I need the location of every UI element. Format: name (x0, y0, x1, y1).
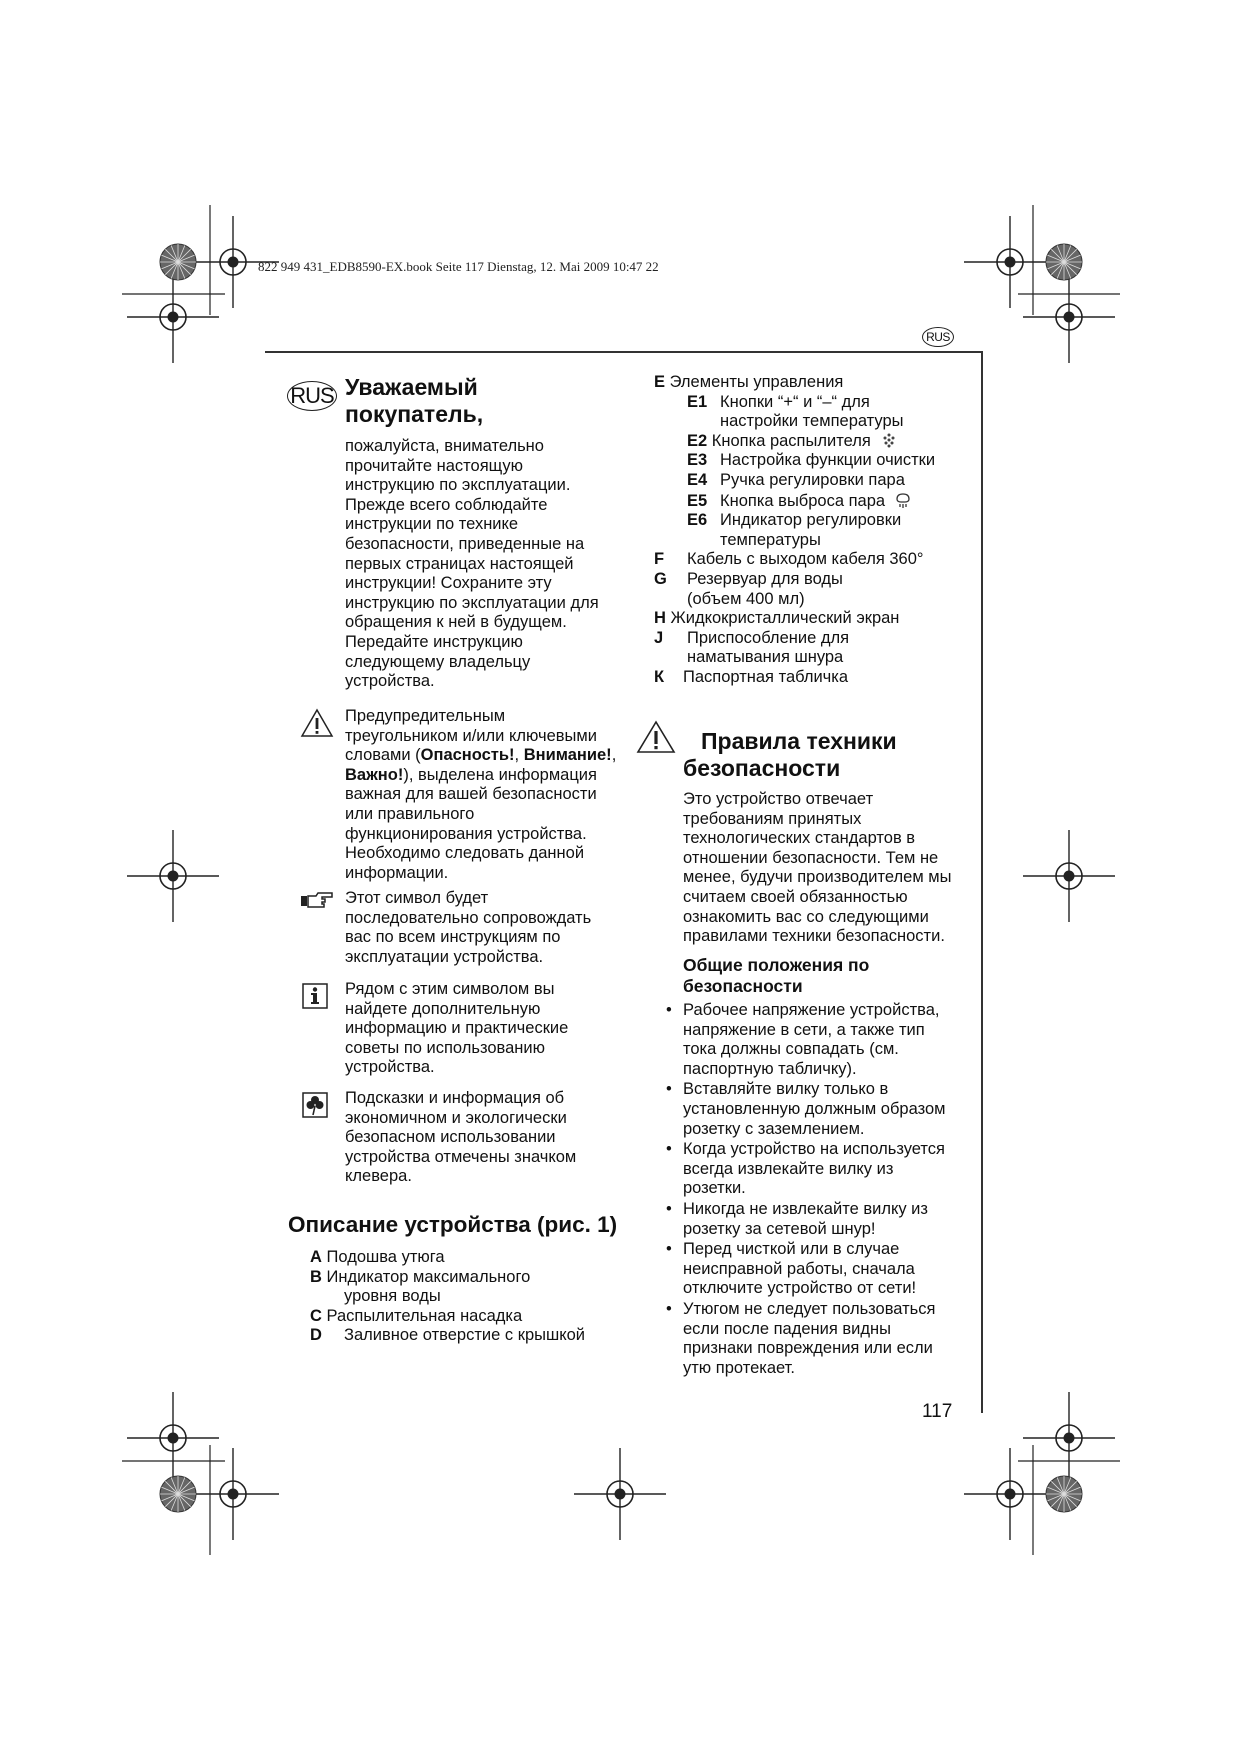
list-item: • Рабочее напряжение устройства, напряжение в сети, а также тип тока должны совпадать (см. паспортную табличку). (664, 1001, 982, 1079)
list-item: • Никогда не извлекайте вилку из розетку за сетевой шнур! (664, 1200, 982, 1239)
list-item: • Вставляйте вилку только в установленную должным образом розетку с заземлением. (664, 1080, 982, 1139)
list-item-cont: настройки температуры (720, 412, 904, 431)
info-note: Рядом с этим символом вы найдете дополнительную информацию и практические советы по использованию устройства. (345, 980, 569, 1077)
pointing-hand-icon (300, 890, 334, 910)
warning-triangle-icon (636, 720, 676, 754)
safety-title-line: безопасности (683, 755, 841, 781)
registration-mark (127, 271, 219, 363)
top-rule (265, 351, 982, 353)
steam-burst-icon (894, 491, 912, 509)
list-item: E4 Ручка регулировки пара (687, 470, 905, 489)
list-item: H Жидкокристаллический экран (654, 609, 900, 628)
list-item: E1 Кнопки “+“ и “–“ для (687, 392, 870, 411)
general-safety-heading: Общие положения по безопасности (683, 955, 870, 996)
registration-mark (964, 1448, 1056, 1540)
list-item: A Подошва утюга (310, 1248, 445, 1266)
registration-mark (1023, 271, 1115, 363)
warning-triangle-icon (300, 708, 334, 738)
safety-bullets (664, 1001, 982, 1379)
info-icon (302, 983, 328, 1009)
greeting-title-line: Уважаемый (345, 374, 478, 400)
list-item: • Перед чисткой или в случае неисправной работы, сначала отключите устройство от сети! (664, 1240, 982, 1299)
list-item-cont: температуры (720, 530, 821, 549)
list-item: К Паспортная табличка (654, 667, 849, 686)
list-item: E6 Индикатор регулировки (687, 511, 902, 530)
intro-paragraph: пожалуйста, внимательно прочитайте настоящую инструкцию по эксплуатации. Прежде всего соблюдайте инструкции по технике безопасности, приведенные на первых страницах настоящей инструкции! Сохраните эту инструкцию по эксплуатации для обращения к ней в будущем. Передайте инструкцию следующему владельцу устройства. (345, 437, 599, 691)
list-item: C Распылительная насадка (310, 1306, 523, 1325)
controls-list (654, 373, 974, 688)
hand-symbol-note: Этот символ будет последовательно сопровождать вас по всем инструкциям по эксплуатации устройства. (345, 889, 592, 966)
eco-note: Подсказки и информация об экономичном и экологически безопасном использовании устройства отмечены значком клевера. (345, 1089, 577, 1186)
list-item: J Приспособление для (654, 628, 850, 647)
list-item: D Заливное отверстие с крышкой (310, 1326, 586, 1345)
list-item: G Резервуар для воды (654, 569, 843, 588)
list-item: • Когда устройство на используется всегда извлекайте вилку из розетки. (664, 1140, 982, 1199)
safety-intro: Это устройство отвечает требованиям принятых технологических стандартов в отношении безопасности. Тем не менее, будучи производителем мы считаем своей обязанностью ознакомить вас со следующими правилами техники безопасности. (683, 790, 952, 946)
registration-mark (187, 1448, 279, 1540)
color-target-mark (160, 1476, 196, 1512)
warning-note: Предупредительным треугольником и/или ключевыми словами (Опасность!, Внимание!, Важно!), выделена информация важная для вашей безопасности или правильного функционирования устройства. Необходимо следовать данной информации. (345, 707, 617, 882)
list-item-cont: уровня воды (344, 1287, 441, 1306)
list-item: B Индикатор максимального (310, 1267, 531, 1286)
device-description-title: Описание устройства (рис. 1) (288, 1212, 618, 1237)
color-target-mark (1046, 244, 1082, 280)
safety-title-line: Правила техники (701, 728, 897, 754)
color-target-mark (160, 244, 196, 280)
file-info-line: 822 949 431_EDB8590-EX.book Seite 117 Dienstag, 12. Mai 2009 10:47 22 (258, 259, 659, 274)
clover-icon (302, 1092, 328, 1118)
list-item: E2 Кнопка распылителя (654, 432, 974, 452)
registration-mark (1023, 1392, 1115, 1484)
list-item: E3 Настройка функции очистки (687, 451, 936, 470)
safety-title (683, 728, 897, 782)
greeting-title (345, 374, 483, 428)
list-item: F Кабель с выходом кабеля 360° (654, 550, 924, 569)
color-target-mark (1046, 1476, 1082, 1512)
greeting-title-line: покупатель, (345, 401, 484, 427)
list-item-cont: наматывания шнура (687, 648, 844, 667)
language-badge: RUS (922, 327, 954, 347)
language-badge-large: RUS (287, 381, 337, 411)
list-item: • Утюгом не следует пользоваться если после падения видны признаки повреждения или если утю протекает. (664, 1300, 982, 1378)
registration-mark (127, 1392, 219, 1484)
device-parts-list (310, 1248, 640, 1346)
registration-mark (1023, 830, 1115, 922)
page-number: 117 (922, 1401, 953, 1422)
list-item-cont: (объем 400 мл) (687, 589, 805, 608)
registration-mark (574, 1448, 666, 1540)
registration-mark (127, 830, 219, 922)
list-item: E Элементы управления (654, 373, 844, 391)
list-item: E5 Кнопка выброса пара (654, 491, 974, 512)
spray-icon (881, 432, 897, 448)
